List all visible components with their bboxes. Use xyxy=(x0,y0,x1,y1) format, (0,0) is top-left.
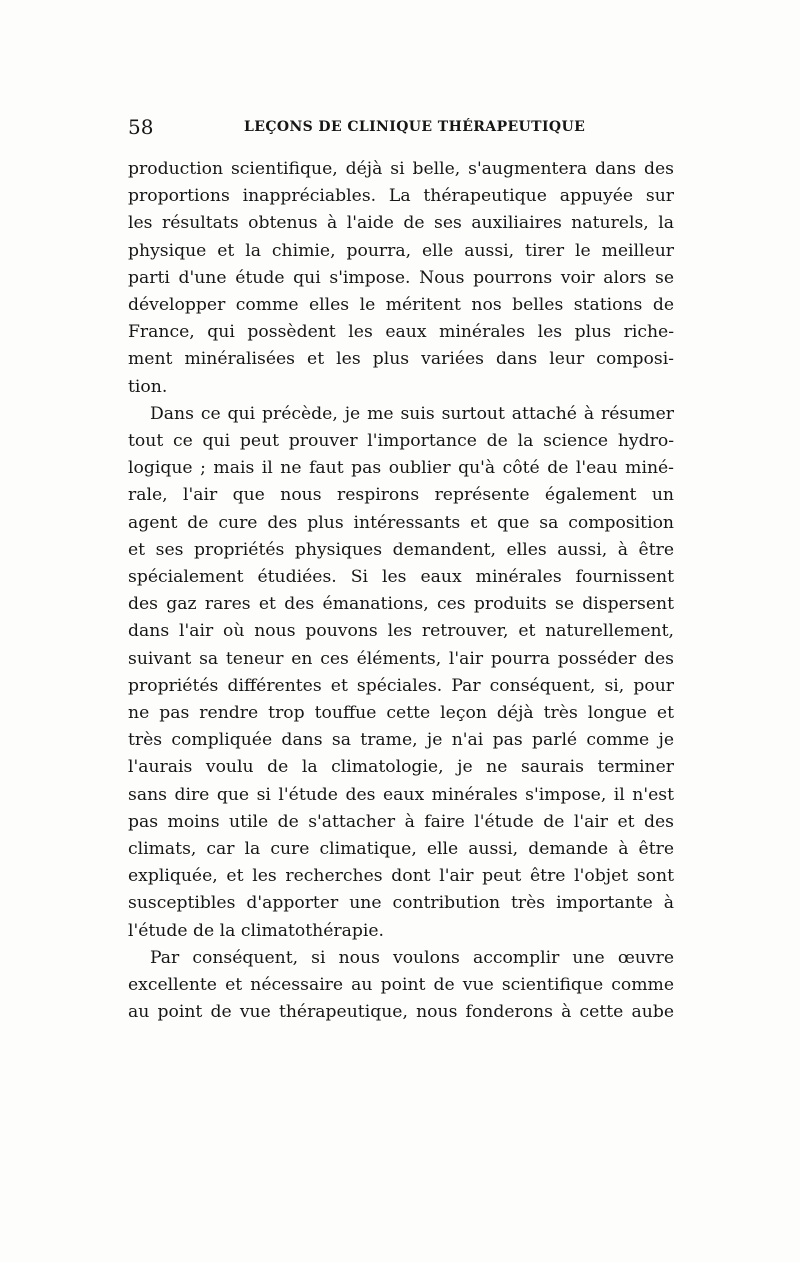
text-line: les résultats obtenus à l'aide de ses auxiliaires naturels, la xyxy=(128,213,674,234)
text-line: sans dire que si l'étude des eaux minérales s'impose, il n'est xyxy=(128,784,674,805)
text-line: au point de vue thérapeutique, nous fonderons à cette aube xyxy=(128,1002,674,1023)
text-line: excellente et nécessaire au point de vue scientifique comme xyxy=(128,975,674,996)
text-line: rale, l'air que nous respirons représente également un xyxy=(128,485,674,506)
text-line: pas moins utile de s'attacher à faire l'étude de l'air et des xyxy=(128,811,674,832)
paragraph-3 xyxy=(128,945,674,1027)
text-line: Dans ce qui précède, je me suis surtout attaché à résumer xyxy=(150,403,674,424)
text-line: proportions inappréciables. La thérapeutique appuyée sur xyxy=(128,186,674,207)
text-line: dans l'air où nous pouvons les retrouver, et naturellement, xyxy=(128,621,674,642)
text-line: suivant sa teneur en ces éléments, l'air pourra posséder des xyxy=(128,648,674,669)
paragraph-1 xyxy=(128,156,674,401)
text-line: tion. xyxy=(128,376,168,397)
text-line: expliquée, et les recherches dont l'air peut être l'objet sont xyxy=(128,866,674,887)
text-line: l'aurais voulu de la climatologie, je ne saurais terminer xyxy=(128,757,674,778)
text-line: physique et la chimie, pourra, elle aussi, tirer le meilleur xyxy=(128,240,674,261)
text-line: Par conséquent, si nous voulons accomplir une œuvre xyxy=(150,947,674,968)
text-line: susceptibles d'apporter une contribution très importante à xyxy=(128,893,674,914)
text-line: spécialement étudiées. Si les eaux minérales fournissent xyxy=(128,567,674,588)
text-line: très compliquée dans sa trame, je n'ai pas parlé comme je xyxy=(128,730,674,751)
text-line: production scientifique, déjà si belle, s'augmentera dans des xyxy=(128,159,674,179)
text-line: propriétés différentes et spéciales. Par conséquent, si, pour xyxy=(128,675,674,696)
text-line: parti d'une étude qui s'impose. Nous pourrons voir alors se xyxy=(128,267,674,288)
text-line: agent de cure des plus intéressants et que sa composition xyxy=(128,512,674,533)
running-head xyxy=(128,114,673,140)
text-line: logique ; mais il ne faut pas oublier qu'à côté de l'eau miné- xyxy=(128,458,674,479)
text-line: et ses propriétés physiques demandent, elles aussi, à être xyxy=(128,539,674,560)
text-line: tout ce qui peut prouver l'importance de la science hydro- xyxy=(128,431,674,452)
page-number: 58 xyxy=(128,115,154,139)
body-text xyxy=(128,156,674,1027)
text-line: climats, car la cure climatique, elle aussi, demande à être xyxy=(128,839,674,860)
text-line: France, qui possèdent les eaux minérales les plus riche- xyxy=(128,322,674,343)
text-line: des gaz rares et des émanations, ces produits se dispersent xyxy=(128,594,674,615)
text-line: l'étude de la climatothérapie. xyxy=(128,920,385,941)
paragraph-2 xyxy=(128,401,674,945)
text-line: ment minéralisées et les plus variées dans leur composi- xyxy=(128,349,674,370)
text-line: développer comme elles le méritent nos belles stations de xyxy=(128,295,674,316)
running-title: LEÇONS DE CLINIQUE THÉRAPEUTIQUE xyxy=(244,119,586,135)
text-line: ne pas rendre trop touffue cette leçon déjà très longue et xyxy=(128,703,674,724)
